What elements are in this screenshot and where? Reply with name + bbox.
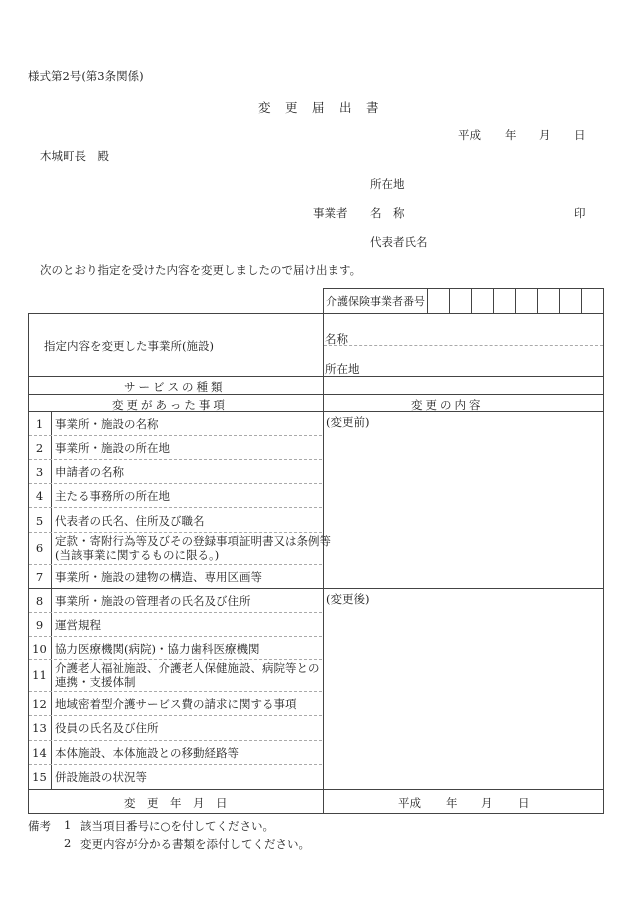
item-label: 事業所・施設の管理者の氏名及び住所 (55, 594, 251, 608)
item-number: 5 (35, 514, 44, 528)
facility-address-label: 所在地 (325, 362, 360, 376)
item-label: 協力医療機関(病院)・協力歯科医療機関 (55, 642, 260, 656)
item-number: 10 (32, 642, 47, 656)
date-month: 月 (539, 128, 551, 142)
item-number: 15 (32, 770, 47, 784)
applicant-role-label: 事業者 (313, 206, 348, 220)
changed-items-header: 変更があった事項 (112, 398, 228, 412)
item-number: 6 (35, 541, 44, 555)
item-number: 7 (35, 570, 44, 584)
item-number: 11 (32, 668, 47, 682)
change-date-day: 日 (518, 796, 530, 810)
change-date-era: 平成 (398, 796, 421, 810)
item-label: 事業所・施設の名称 (55, 417, 159, 431)
after-content-area[interactable] (324, 607, 603, 788)
item-label: 代表者の氏名、住所及び職名 (55, 514, 205, 528)
facility-label: 指定内容を変更した事業所(施設) (44, 339, 214, 353)
item-number: 8 (35, 594, 44, 608)
item-number: 14 (32, 746, 47, 760)
change-date-month: 月 (481, 796, 493, 810)
item-label: 運営規程 (55, 618, 101, 632)
item-label: 定款・寄附行為等及びその登録事項証明書又は条例等 (55, 534, 331, 548)
date-year: 年 (505, 128, 517, 142)
item-label: 併設施設の状況等 (55, 770, 147, 784)
addressee: 木城町長 殿 (40, 149, 109, 163)
item-label: 申請者の名称 (55, 465, 124, 479)
note-text: 変更内容が分かる書類を添付してください。 (80, 837, 310, 851)
form-style-label: 様式第2号(第3条関係) (28, 69, 144, 83)
note-number: 1 (64, 818, 72, 832)
item-number: 1 (35, 417, 44, 431)
applicant-address-label: 所在地 (370, 177, 405, 191)
seal-mark: 印 (574, 206, 586, 220)
item-label: 介護老人福祉施設、介護老人保健施設、病院等との (55, 661, 320, 675)
change-date-label: 変 更 年 月 日 (124, 796, 228, 810)
item-label: 本体施設、本体施設との移動経路等 (55, 746, 239, 760)
before-content-area[interactable] (324, 430, 603, 587)
item-number: 13 (32, 721, 47, 735)
after-label: (変更後) (326, 592, 370, 606)
service-type-input[interactable] (324, 377, 603, 393)
item-number: 9 (35, 618, 44, 632)
item-label-continued: (当該事業に関するものに限る。) (55, 548, 220, 562)
item-label: 地域密着型介護サービス費の請求に関する事項 (55, 697, 297, 711)
item-label: 役員の氏名及び住所 (55, 721, 159, 735)
insurer-number-input[interactable] (428, 289, 603, 313)
item-label: 主たる事務所の所在地 (55, 489, 170, 503)
form-title: 変 更 届 出 書 (258, 100, 380, 115)
change-content-header: 変更の内容 (411, 398, 484, 412)
item-label-continued: 連携・支援体制 (55, 675, 136, 689)
insurer-number-label: 介護保険事業者番号 (326, 295, 425, 308)
item-number: 12 (32, 697, 47, 711)
change-date-year: 年 (446, 796, 458, 810)
item-number: 2 (35, 441, 44, 455)
note-number: 2 (64, 836, 72, 850)
applicant-name-label: 名 称 (370, 206, 405, 220)
representative-label: 代表者氏名 (370, 235, 428, 249)
item-number: 3 (35, 465, 44, 479)
date-day: 日 (574, 128, 586, 142)
intro-text: 次のとおり指定を受けた内容を変更しましたので届け出ます。 (40, 263, 362, 277)
item-label: 事業所・施設の建物の構造、専用区画等 (55, 570, 262, 584)
note-text: 該当項目番号に○を付してください。 (80, 819, 275, 833)
item-number: 4 (35, 489, 44, 503)
item-label: 事業所・施設の所在地 (55, 441, 170, 455)
date-era: 平成 (458, 128, 481, 142)
before-label: (変更前) (326, 415, 370, 429)
facility-name-label: 名称 (325, 332, 348, 346)
service-type-label: サービスの種類 (124, 380, 226, 394)
notes-label: 備考 (28, 819, 51, 833)
